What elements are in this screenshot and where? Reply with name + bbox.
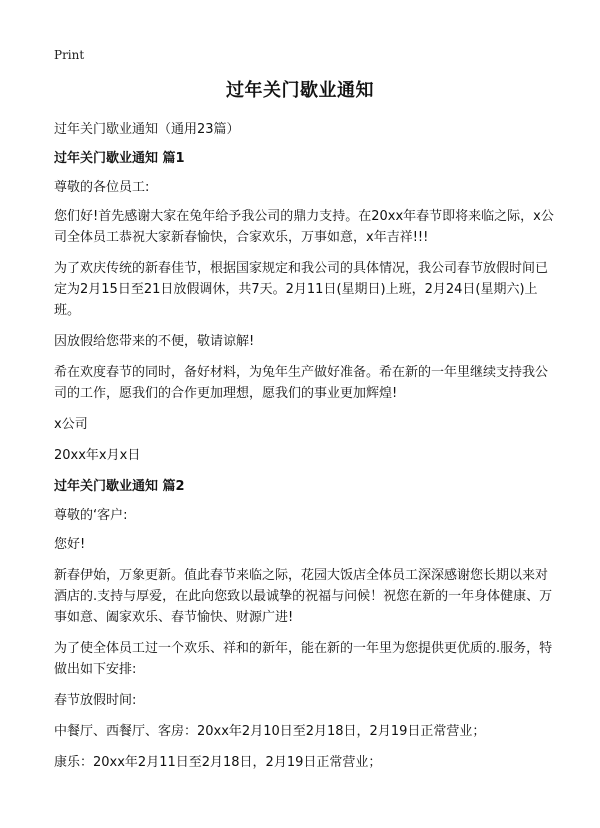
signature-company: x公司 bbox=[54, 417, 88, 432]
paragraph: 尊敬的各位员工: bbox=[54, 180, 150, 195]
paragraph: 春节放假时间: bbox=[54, 693, 137, 708]
section-heading-1: 过年关门歇业通知 篇1 bbox=[54, 151, 185, 166]
document-body bbox=[54, 119, 554, 783]
paragraph: 因放假给您带来的不便，敬请谅解! bbox=[54, 334, 255, 349]
paragraph: 新春伊始，万象更新。值此春节来临之际，花园大饭店全体员工深深感谢您长期以来对酒店的.支持与厚爱，在此向您致以最诚挚的祝福与问候！祝您在新的一年身体健康、万事如意、阖家欢乐、春节愉快、财源广进! bbox=[54, 568, 553, 625]
paragraph: 为了欢庆传统的新春佳节，根据国家规定和我公司的具体情况，我公司春节放假时间已定为2月15日至21日放假调休，共7天。2月11日(星期日)上班，2月24日(星期六)上班。 bbox=[54, 261, 549, 318]
signature-date: 20xx年x月x日 bbox=[54, 448, 141, 463]
paragraph: 您好! bbox=[54, 537, 86, 552]
document-subtitle: 过年关门歇业通知（通用23篇） bbox=[54, 122, 240, 137]
paragraph: 为了使全体员工过一个欢乐、祥和的新年，能在新的一年里为您提供更优质的.服务，特做出如下安排: bbox=[54, 641, 553, 677]
paragraph: 您们好!首先感谢大家在兔年给予我公司的鼎力支持。在20xx年春节即将来临之际，x公司全体员工恭祝大家新春愉快，合家欢乐，万事如意，x年吉祥!!! bbox=[54, 209, 554, 245]
paragraph: 希在欢度春节的同时，备好材料，为兔年生产做好准备。希在新的一年里继续支持我公司的工作，愿我们的合作更加理想，愿我们的事业更加辉煌! bbox=[54, 365, 549, 401]
paragraph: 康乐：20xx年2月11日至2月18日，2月19日正常营业； bbox=[54, 755, 382, 770]
print-label: Print bbox=[54, 48, 85, 62]
paragraph: 尊敬的‘客户: bbox=[54, 508, 128, 523]
section-heading-2: 过年关门歇业通知 篇2 bbox=[54, 479, 185, 494]
paragraph: 中餐厅、西餐厅、客房：20xx年2月10日至2月18日，2月19日正常营业； bbox=[54, 724, 486, 739]
document-title: 过年关门歇业通知 bbox=[226, 80, 374, 101]
